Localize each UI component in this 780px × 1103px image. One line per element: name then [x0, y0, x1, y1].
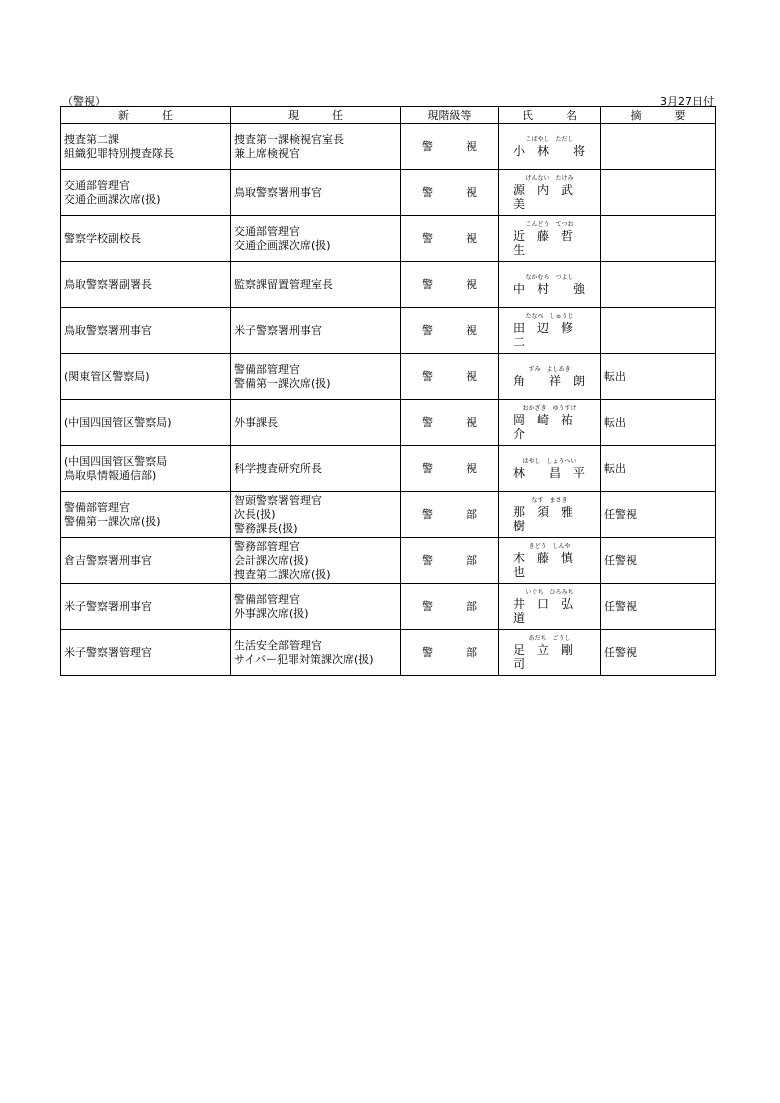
rank-text: 警 視: [422, 231, 477, 245]
name-furigana: げんない たけみ: [525, 174, 574, 182]
new-position-cell-line: 鳥取警察署刑事官: [64, 323, 152, 337]
table-row: [61, 124, 716, 170]
table-row: [61, 308, 716, 354]
rank-cell: [401, 584, 499, 630]
current-position-cell: [231, 400, 401, 446]
current-position-cell-line: 警務課長(扱): [234, 521, 298, 535]
name-cell: [499, 400, 601, 446]
current-position-cell: [231, 216, 401, 262]
new-position-cell-line: (中国四国管区警察局): [64, 415, 172, 429]
name-kanji: 近 藤 哲 生: [513, 228, 586, 257]
rank-text: 警 部: [422, 507, 477, 521]
rank-cell: [401, 538, 499, 584]
current-position-cell-line: 交通企画課次席(扱): [234, 238, 331, 252]
current-position-cell-line: 会計課次席(扱): [234, 553, 309, 567]
rank-cell: [401, 630, 499, 676]
current-position-cell-line: 警備部管理官: [234, 592, 300, 606]
new-position-cell-line: 交通企画課次席(扱): [64, 192, 161, 206]
new-position-cell: [61, 216, 231, 262]
effective-date: 3月27日付: [660, 95, 714, 108]
remarks-cell: 転出: [601, 446, 716, 492]
table-row: [61, 400, 716, 446]
new-position-cell: [61, 308, 231, 354]
rank-text: 警 部: [422, 645, 477, 659]
new-position-cell-line: 組織犯罪特別捜査隊長: [64, 146, 174, 160]
rank-text: 警 視: [422, 369, 477, 383]
current-position-cell-line: サイバー犯罪対策課次席(扱): [234, 652, 374, 666]
rank-cell: [401, 124, 499, 170]
name-furigana: こばやし ただし: [525, 135, 574, 143]
remarks-cell: [601, 262, 716, 308]
name-kanji: 角 祥 朗: [513, 373, 586, 388]
table-row: [61, 630, 716, 676]
new-position-cell: [61, 492, 231, 538]
current-position-cell-line: 科学捜査研究所長: [234, 461, 322, 475]
name-kanji: 木 藤 慎 也: [513, 550, 586, 579]
new-position-cell: [61, 584, 231, 630]
name-furigana: おかざき ゆうすけ: [522, 404, 577, 412]
name-cell: [499, 262, 601, 308]
new-position-cell-line: 倉吉警察署刑事官: [64, 553, 152, 567]
rank-cell: [401, 492, 499, 538]
personnel-table: [60, 106, 716, 676]
new-position-cell-line: 米子警察署刑事官: [64, 599, 152, 613]
rank-cell: [401, 354, 499, 400]
current-position-cell: [231, 308, 401, 354]
current-position-cell-line: 生活安全部管理官: [234, 638, 322, 652]
col-current-rank: 現階級等: [401, 107, 499, 124]
name-kanji: 井 口 弘 道: [513, 596, 586, 625]
col-name: 氏 名: [499, 107, 601, 124]
rank-cell: [401, 216, 499, 262]
name-kanji: 小 林 将: [513, 143, 586, 158]
header-row: [61, 107, 716, 124]
current-position-cell-line: 捜査第一課検視官室長: [234, 132, 344, 146]
name-kanji: 田 辺 修 二: [513, 320, 586, 349]
remarks-cell: 任警視: [601, 538, 716, 584]
new-position-cell: [61, 400, 231, 446]
name-furigana: はやし しょうへい: [522, 457, 577, 465]
current-position-cell-line: 米子警察署刑事官: [234, 323, 322, 337]
name-furigana: こんどう てつお: [525, 220, 574, 228]
current-position-cell: [231, 446, 401, 492]
new-position-cell-line: 警備部管理官: [64, 500, 130, 514]
new-position-cell: [61, 124, 231, 170]
current-position-cell: [231, 262, 401, 308]
rank-text: 警 視: [422, 277, 477, 291]
current-position-cell: [231, 354, 401, 400]
current-position-cell: [231, 170, 401, 216]
name-furigana: いぐち ひろみち: [525, 588, 574, 596]
current-position-cell-line: 捜査第二課次席(扱): [234, 567, 331, 581]
name-kanji: 足 立 剛 司: [513, 642, 586, 671]
rank-text: 警 視: [422, 415, 477, 429]
name-cell: [499, 354, 601, 400]
new-position-cell-line: 警察学校副校長: [64, 231, 141, 245]
new-position-cell: [61, 538, 231, 584]
rank-text: 警 部: [422, 553, 477, 567]
name-furigana: なす まさき: [531, 496, 568, 504]
remarks-cell: 転出: [601, 354, 716, 400]
remarks-cell: 転出: [601, 400, 716, 446]
remarks-cell: [601, 308, 716, 354]
current-position-cell-line: 交通部管理官: [234, 224, 300, 238]
name-cell: [499, 124, 601, 170]
remarks-cell: 任警視: [601, 584, 716, 630]
current-position-cell-line: 警備第一課次席(扱): [234, 376, 331, 390]
rank-cell: [401, 400, 499, 446]
rank-cell: [401, 308, 499, 354]
new-position-cell-line: 警備第一課次席(扱): [64, 514, 161, 528]
name-kanji: 林 昌 平: [513, 465, 586, 480]
current-position-cell-line: 警備部管理官: [234, 362, 300, 376]
table-row: [61, 262, 716, 308]
new-position-cell-line: 交通部管理官: [64, 178, 130, 192]
rank-cell: [401, 262, 499, 308]
name-cell: [499, 630, 601, 676]
table-row: [61, 354, 716, 400]
table-row: [61, 492, 716, 538]
rank-text: 警 視: [422, 139, 477, 153]
name-cell: [499, 308, 601, 354]
current-position-cell: [231, 492, 401, 538]
table-row: [61, 170, 716, 216]
name-cell: [499, 492, 601, 538]
remarks-cell: [601, 216, 716, 262]
current-position-cell: [231, 124, 401, 170]
table-row: [61, 584, 716, 630]
new-position-cell-line: (中国四国管区警察局: [64, 454, 168, 468]
name-kanji: 那 須 雅 樹: [513, 504, 586, 533]
current-position-cell-line: 智頭警察署管理官: [234, 493, 322, 507]
rank-cell: [401, 170, 499, 216]
table-row: [61, 216, 716, 262]
name-furigana: なかむら つよし: [525, 273, 574, 281]
rank-cell: [401, 446, 499, 492]
current-position-cell-line: 外事課次席(扱): [234, 606, 309, 620]
current-position-cell-line: 鳥取警察署刑事官: [234, 185, 322, 199]
new-position-cell-line: (関東管区警察局): [64, 369, 150, 383]
new-position-cell-line: 鳥取警察署副署長: [64, 277, 152, 291]
current-position-cell-line: 監察課留置管理室長: [234, 277, 333, 291]
name-cell: [499, 446, 601, 492]
new-position-cell: [61, 170, 231, 216]
rank-text: 警 視: [422, 185, 477, 199]
current-position-cell-line: 警務部管理官: [234, 539, 300, 553]
current-position-cell-line: 次長(扱): [234, 507, 276, 521]
current-position-cell: [231, 538, 401, 584]
table-row: [61, 538, 716, 584]
rank-text: 警 視: [422, 461, 477, 475]
name-cell: [499, 584, 601, 630]
col-current-position: 現 任: [231, 107, 401, 124]
name-cell: [499, 538, 601, 584]
new-position-cell: [61, 262, 231, 308]
category-label: （警視）: [62, 95, 106, 108]
table-row: [61, 446, 716, 492]
col-remarks: 摘 要: [601, 107, 716, 124]
name-cell: [499, 170, 601, 216]
remarks-cell: [601, 124, 716, 170]
rank-text: 警 部: [422, 599, 477, 613]
current-position-cell-line: 外事課長: [234, 415, 278, 429]
new-position-cell-line: 鳥取県情報通信部): [64, 468, 157, 482]
remarks-cell: 任警視: [601, 630, 716, 676]
current-position-cell: [231, 630, 401, 676]
name-furigana: きどう しんや: [528, 542, 571, 550]
col-new-position: 新 任: [61, 107, 231, 124]
remarks-cell: 任警視: [601, 492, 716, 538]
name-kanji: 源 内 武 美: [513, 182, 586, 211]
name-cell: [499, 216, 601, 262]
name-furigana: たなべ しゅうじ: [525, 312, 574, 320]
name-furigana: すみ よしあき: [528, 365, 571, 373]
current-position-cell: [231, 584, 401, 630]
remarks-cell: [601, 170, 716, 216]
new-position-cell-line: 米子警察署管理官: [64, 645, 152, 659]
new-position-cell: [61, 354, 231, 400]
new-position-cell-line: 捜査第二課: [64, 132, 119, 146]
new-position-cell: [61, 630, 231, 676]
rank-text: 警 視: [422, 323, 477, 337]
name-kanji: 岡 崎 祐 介: [513, 412, 586, 441]
name-furigana: あだち ごうし: [528, 634, 571, 642]
current-position-cell-line: 兼上席検視官: [234, 146, 300, 160]
new-position-cell: [61, 446, 231, 492]
name-kanji: 中 村 強: [513, 281, 586, 296]
